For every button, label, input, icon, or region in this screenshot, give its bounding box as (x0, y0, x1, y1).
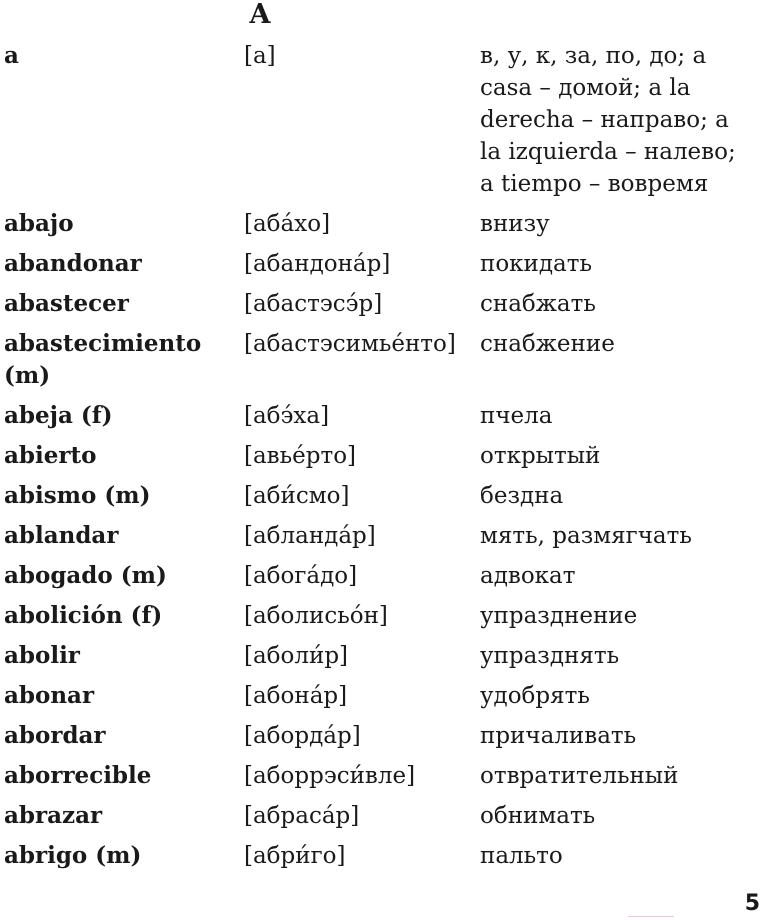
entry-headword: abajo (4, 210, 74, 237)
dictionary-entry-list (4, 40, 764, 880)
dictionary-entry (4, 248, 764, 288)
entry-transcription: [аби́смо] (244, 483, 350, 509)
entry-translation: упразднение (480, 603, 638, 629)
entry-transcription: [аба́хо] (244, 211, 331, 237)
entry-transcription: [абэ́ха] (244, 403, 330, 429)
entry-headword: abonar (4, 682, 95, 709)
entry-transcription: [абандона́р] (244, 251, 391, 277)
entry-translation: покидать (480, 251, 593, 277)
entry-transcription: [аболисьо́н] (244, 603, 388, 629)
entry-translation: упразднять (480, 643, 620, 669)
entry-translation: пальто (480, 843, 563, 869)
dictionary-entry (4, 760, 764, 800)
entry-transcription: [абраса́р] (244, 803, 360, 829)
entry-headword: aborrecible (4, 762, 152, 789)
section-letter-heading: А (249, 0, 271, 30)
entry-transcription: [аборрэси́вле] (244, 763, 416, 789)
entry-translation: удобрять (480, 683, 590, 709)
dictionary-entry (4, 800, 764, 840)
dictionary-entry (4, 208, 764, 248)
entry-headword: abierto (4, 442, 97, 469)
dictionary-entry (4, 600, 764, 640)
entry-translation: отвратительный (480, 763, 679, 789)
dictionary-entry (4, 840, 764, 880)
entry-translation: в, у, к, за, по, до; a casa – домой; a la derecha – направо; a la izquierda – налево; a tiempo – вовремя (480, 43, 736, 197)
entry-headword: a (4, 42, 19, 69)
entry-headword: ablandar (4, 522, 119, 549)
entry-headword: abolir (4, 642, 80, 669)
entry-headword: abeja (f) (4, 402, 113, 429)
dictionary-entry (4, 520, 764, 560)
entry-translation: снабжение (480, 331, 615, 357)
entry-transcription: [а] (244, 43, 276, 69)
dictionary-entry (4, 328, 764, 400)
dictionary-entry (4, 640, 764, 680)
entry-transcription: [абастэсимье́нто] (244, 331, 456, 357)
entry-transcription: [авье́рто] (244, 443, 357, 469)
entry-transcription: [абона́р] (244, 683, 348, 709)
entry-transcription: [абри́го] (244, 843, 346, 869)
dictionary-entry (4, 680, 764, 720)
entry-headword: abogado (m) (4, 562, 167, 589)
entry-translation: открытый (480, 443, 601, 469)
entry-headword: abandonar (4, 250, 142, 277)
dictionary-entry (4, 440, 764, 480)
entry-headword: abrazar (4, 802, 103, 829)
entry-translation: мять, размягчать (480, 523, 692, 549)
entry-translation: бездна (480, 483, 564, 509)
entry-translation: внизу (480, 211, 550, 237)
entry-transcription: [абланда́р] (244, 523, 376, 549)
page-number: 5 (744, 891, 760, 916)
entry-transcription: [аборда́р] (244, 723, 361, 749)
entry-headword: abismo (m) (4, 482, 151, 509)
entry-translation: адвокат (480, 563, 576, 589)
entry-transcription: [аболи́р] (244, 643, 349, 669)
entry-transcription: [абога́до] (244, 563, 358, 589)
entry-headword: abastecer (4, 290, 129, 317)
entry-translation: пчела (480, 403, 553, 429)
entry-headword: abastecimiento (m) (4, 330, 202, 389)
dictionary-entry (4, 40, 764, 208)
entry-translation: причаливать (480, 723, 637, 749)
dictionary-entry (4, 480, 764, 520)
entry-headword: abrigo (m) (4, 842, 142, 869)
dictionary-entry (4, 400, 764, 440)
footer-decoration (628, 916, 674, 917)
dictionary-entry (4, 560, 764, 600)
entry-headword: abolición (f) (4, 602, 163, 629)
entry-transcription: [абастэсэ́р] (244, 291, 383, 317)
dictionary-entry (4, 720, 764, 760)
entry-translation: обнимать (480, 803, 596, 829)
entry-translation: снабжать (480, 291, 596, 317)
dictionary-entry (4, 288, 764, 328)
entry-headword: abordar (4, 722, 106, 749)
